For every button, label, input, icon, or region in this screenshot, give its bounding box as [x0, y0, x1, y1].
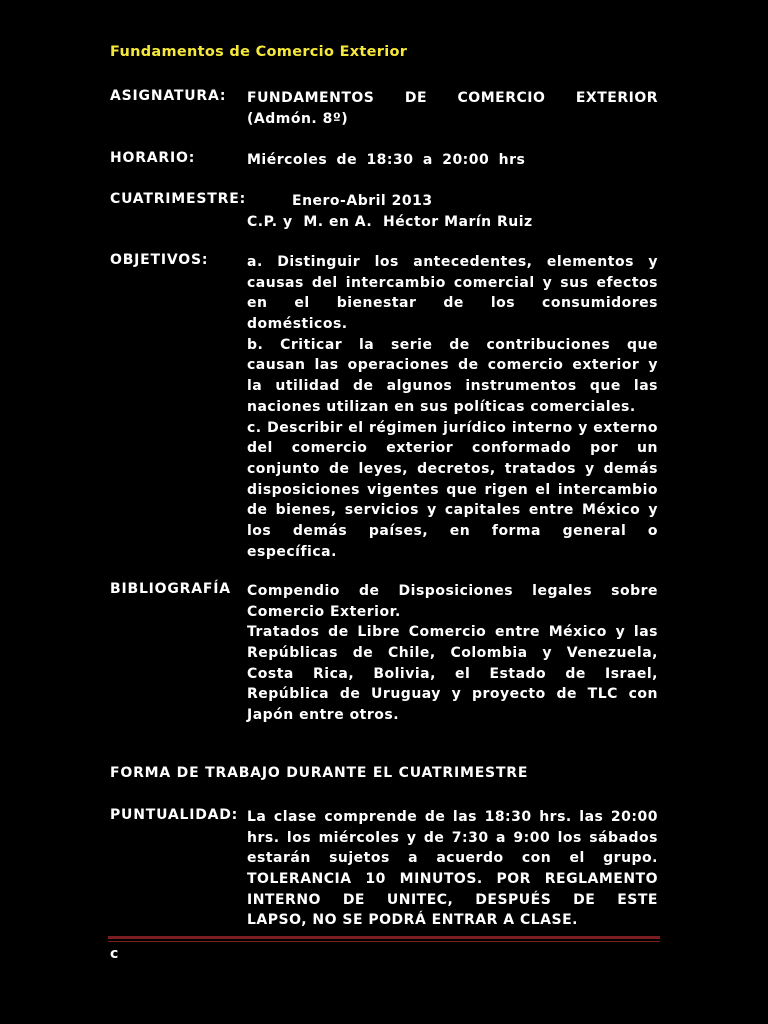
bibliografia-line: Costa Rica, Bolivia, el Estado de Israel,: [247, 665, 658, 682]
bibliografia-line: Comercio Exterior.: [247, 603, 401, 620]
asignatura-label: ASIGNATURA:: [110, 88, 227, 104]
cuatrimestre-label: CUATRIMESTRE:: [110, 191, 246, 207]
puntualidad-label: PUNTUALIDAD:: [110, 807, 239, 823]
objetivos-line: causan las operaciones de comercio exterior y: [247, 357, 658, 374]
bibliografia-label: BIBLIOGRAFÍA: [110, 581, 231, 597]
objetivos-line: disposiciones vigentes que rigen el intercambio: [247, 481, 658, 498]
footer-mark: c: [110, 946, 119, 962]
objetivos-line: del comercio exterior conformado por un: [247, 440, 658, 457]
bibliografia-line: Japón entre otros.: [247, 707, 400, 724]
cuatrimestre-value: Enero-Abril 2013: [292, 193, 433, 209]
puntualidad-line: La clase comprende de las 18:30 hrs. las 20:00: [247, 809, 658, 825]
asignatura-line: (Admón. 8º): [247, 110, 349, 127]
objetivos-line: causas del intercambio comercial y sus efectos: [247, 274, 658, 291]
objetivos-line: domésticos.: [247, 316, 348, 333]
objetivos-line: conjunto de leyes, decretos, tratados y demás: [247, 460, 658, 477]
bibliografia-line: Repúblicas de Chile, Colombia y Venezuela,: [247, 645, 658, 662]
objetivos-line: la utilidad de algunos instrumentos que las: [247, 378, 658, 395]
puntualidad-line: estarán sujetos a acuerdo con el grupo.: [247, 850, 658, 867]
horario-label: HORARIO:: [110, 150, 196, 166]
objetivos-line: los demás países, en forma general o: [247, 522, 658, 539]
forma-trabajo-title: FORMA DE TRABAJO DURANTE EL CUATRIMESTRE: [110, 765, 529, 781]
objetivos-label: OBJETIVOS:: [110, 252, 209, 268]
document-header: Fundamentos de Comercio Exterior: [110, 44, 408, 60]
bibliografia-line: Compendio de Disposiciones legales sobre: [247, 583, 658, 599]
objetivos-line: en el bienestar de los consumidores: [247, 295, 658, 312]
asignatura-content: [247, 88, 658, 129]
bibliografia-line: República de Uruguay y proyecto de TLC con: [247, 686, 658, 703]
puntualidad-line: hrs. los miércoles y de 7:30 a 9:00 los sábados: [247, 829, 658, 846]
cuatrimestre-content: [247, 212, 658, 233]
bibliografia-line: Tratados de Libre Comercio entre México y las: [247, 624, 658, 641]
objetivos-line: a. Distinguir los antecedentes, elementos y: [247, 254, 658, 270]
asignatura-line: FUNDAMENTOS DE COMERCIO EXTERIOR: [247, 90, 658, 106]
horario-content: [247, 150, 658, 171]
horario-line: Miércoles de 18:30 a 20:00 hrs: [247, 152, 526, 168]
puntualidad-line: LAPSO, NO SE PODRÁ ENTRAR A CLASE.: [247, 912, 578, 929]
professor-name: C.P. y M. en A. Héctor Marín Ruiz: [247, 213, 533, 230]
bibliografia-content: [247, 581, 658, 726]
puntualidad-line: INTERNO DE UNITEC, DESPUÉS DE ESTE: [247, 891, 658, 908]
puntualidad-content: [247, 807, 658, 931]
objetivos-line: c. Describir el régimen jurídico interno y externo: [247, 419, 658, 436]
footer-divider-thin: [108, 941, 660, 942]
objetivos-line: naciones utilizan en sus políticas comerciales.: [247, 398, 636, 415]
objetivos-line: de bienes, servicios y capitales entre México y: [247, 502, 658, 519]
objetivos-line: específica.: [247, 543, 337, 560]
objetivos-line: b. Criticar la serie de contribuciones que: [247, 336, 658, 353]
objetivos-content: [247, 252, 658, 562]
puntualidad-line: TOLERANCIA 10 MINUTOS. POR REGLAMENTO: [247, 871, 658, 888]
footer-divider: [108, 936, 660, 939]
